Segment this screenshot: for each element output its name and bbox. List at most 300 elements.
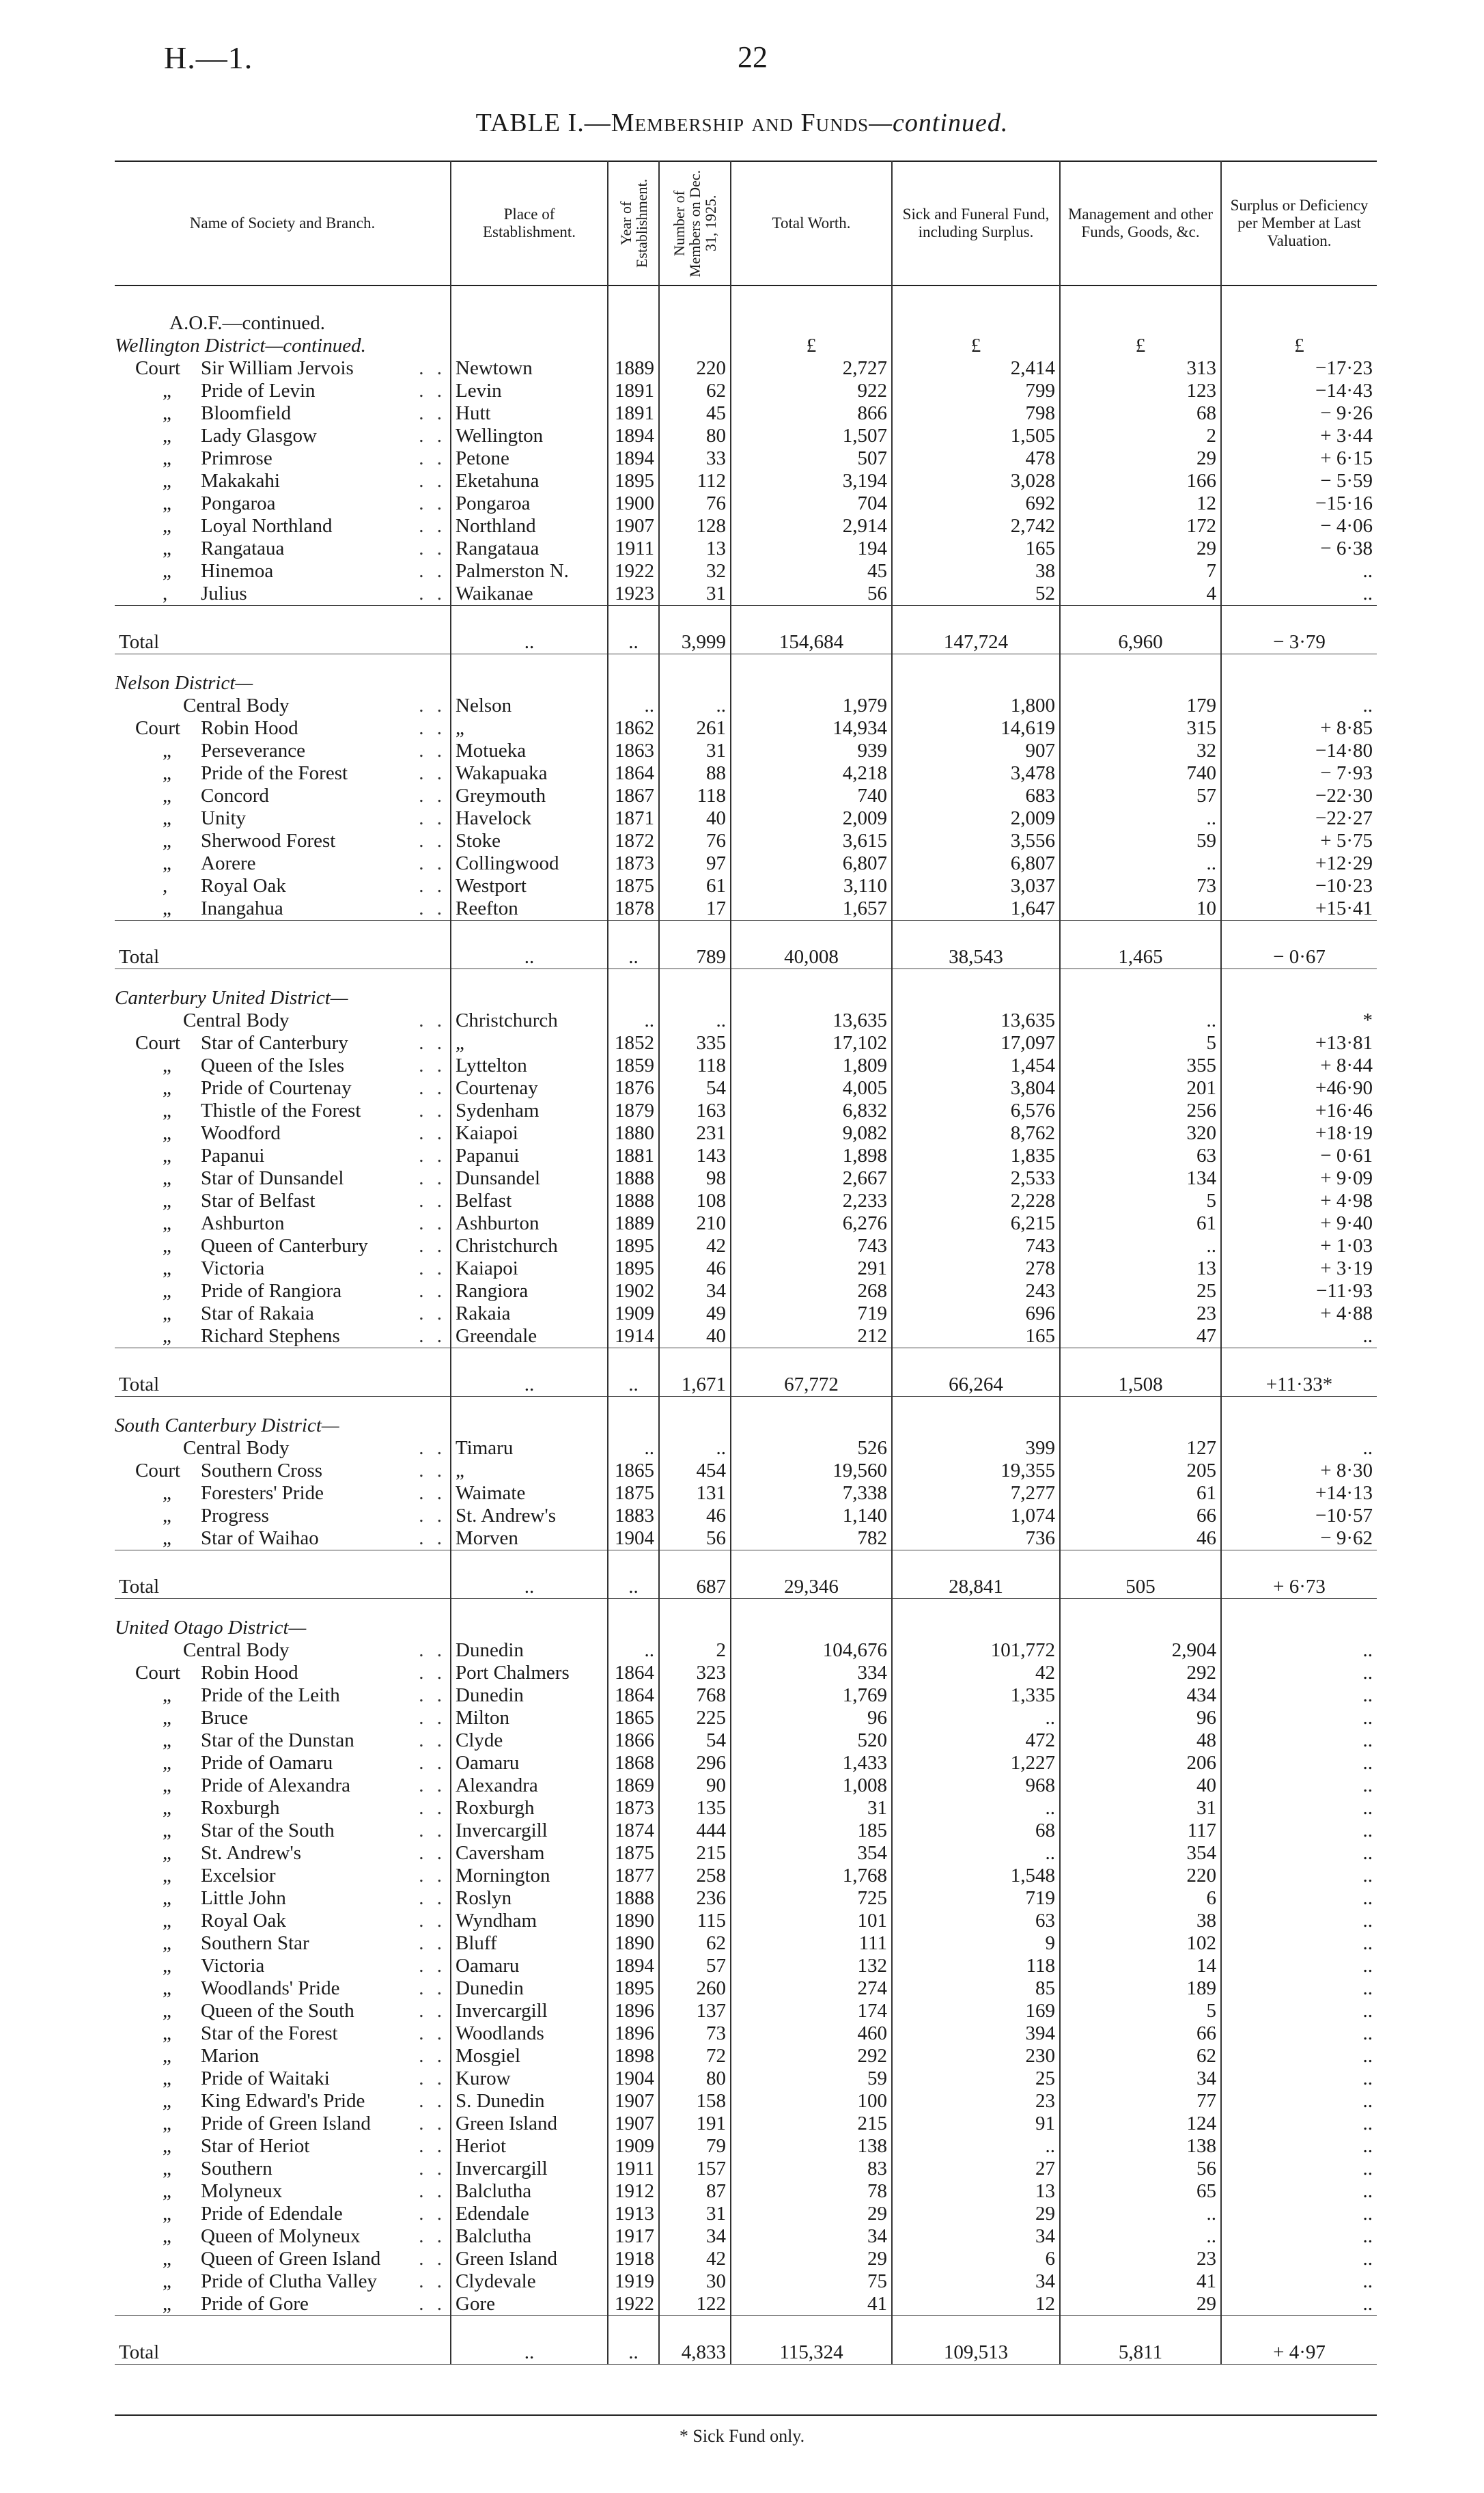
empty-cell [608, 285, 659, 312]
members-cell: 30 [659, 2270, 731, 2293]
year-cell: 1919 [608, 2270, 659, 2293]
branch-prefix: „ [163, 2225, 171, 2247]
place-cell: Courtenay [451, 1077, 608, 1100]
currency-symbol: £ [1060, 335, 1221, 357]
branch-prefix: „ [163, 1055, 171, 1076]
table-row [115, 1055, 1377, 1077]
total-worth-cell: 185 [731, 1820, 892, 1842]
total-worth-cell: 59 [731, 2067, 892, 2090]
place-cell: Balclutha [451, 2180, 608, 2203]
leader-dots: . . [419, 1212, 446, 1234]
members-cell: 57 [659, 1955, 731, 1977]
management-cell: 354 [1060, 1842, 1221, 1865]
leader-dots: . . [419, 2293, 446, 2315]
branch-prefix: „ [163, 1707, 171, 1729]
empty-cell [1221, 672, 1377, 695]
branch-name: Hinemoa [201, 560, 274, 582]
total-worth-cell: 2,233 [731, 1190, 892, 1212]
leader-dots: . . [419, 1145, 446, 1167]
year-cell: .. [608, 1009, 659, 1032]
membership-funds-table [115, 161, 1377, 2365]
empty-cell: .. [608, 2316, 659, 2365]
branch-name: Robin Hood [201, 1662, 298, 1684]
members-cell: 45 [659, 402, 731, 425]
management-cell: 5 [1060, 1190, 1221, 1212]
leader-dots: . . [419, 1009, 446, 1031]
branch-prefix: „ [163, 1190, 171, 1212]
place-cell: Levin [451, 380, 608, 402]
total-worth-cell: 3,194 [731, 470, 892, 492]
total-worth-cell: 212 [731, 1325, 892, 1348]
management-cell: 205 [1060, 1460, 1221, 1482]
members-cell: 31 [659, 2203, 731, 2225]
year-cell: 1909 [608, 2135, 659, 2158]
year-cell: 1898 [608, 2045, 659, 2067]
place-cell: Oamaru [451, 1955, 608, 1977]
branch-name-cell [115, 1482, 451, 1505]
leader-dots: . . [419, 1955, 446, 1977]
place-cell: Timaru [451, 1437, 608, 1460]
year-cell: 1889 [608, 1212, 659, 1235]
empty-cell [115, 1599, 451, 1617]
sick-fund-cell: 1,227 [892, 1752, 1060, 1774]
table-row [115, 1100, 1377, 1122]
empty-cell [608, 1617, 659, 1639]
leader-dots: . . [419, 1257, 446, 1279]
surplus-cell: −22·30 [1221, 785, 1377, 807]
management-cell: 59 [1060, 830, 1221, 852]
total-worth-cell: 922 [731, 380, 892, 402]
leader-dots: . . [419, 1932, 446, 1954]
management-cell: 220 [1060, 1865, 1221, 1887]
table-row [115, 1190, 1377, 1212]
members-cell: 62 [659, 1932, 731, 1955]
branch-name-cell [115, 2203, 451, 2225]
total-label: Total [115, 606, 451, 654]
year-cell: 1894 [608, 447, 659, 470]
branch-prefix: Court [135, 357, 181, 379]
leader-dots: . . [419, 1842, 446, 1864]
branch-name: Southern Star [201, 1932, 309, 1954]
empty-cell [892, 654, 1060, 673]
place-cell: „ [451, 1460, 608, 1482]
leader-dots: . . [419, 740, 446, 762]
branch-name: Central Body [183, 1009, 290, 1031]
management-cell: 5 [1060, 2000, 1221, 2022]
branch-prefix: „ [163, 1527, 171, 1549]
sick-fund-cell: 1,835 [892, 1145, 1060, 1167]
management-cell: 138 [1060, 2135, 1221, 2158]
members-cell: 87 [659, 2180, 731, 2203]
surplus-cell: +46·90 [1221, 1077, 1377, 1100]
total-row [115, 606, 1377, 654]
total-worth-cell: 1,433 [731, 1752, 892, 1774]
management-cell: 315 [1060, 717, 1221, 740]
leader-dots: . . [419, 897, 446, 919]
place-cell: Balclutha [451, 2225, 608, 2248]
members-cell: 54 [659, 1077, 731, 1100]
leader-dots: . . [419, 402, 446, 424]
year-cell: 1875 [608, 875, 659, 897]
year-cell: 1868 [608, 1752, 659, 1774]
surplus-cell: .. [1221, 1639, 1377, 1662]
branch-name-cell [115, 1100, 451, 1122]
branch-name: Pongaroa [201, 492, 276, 514]
management-cell: 47 [1060, 1325, 1221, 1348]
branch-name: Pride of Rangiora [201, 1280, 342, 1302]
management-cell: 48 [1060, 1729, 1221, 1752]
table-row [115, 1505, 1377, 1527]
management-cell: 77 [1060, 2090, 1221, 2113]
empty-cell [659, 335, 731, 357]
empty-cell [451, 1415, 608, 1437]
branch-prefix: „ [163, 1865, 171, 1886]
currency-symbol: £ [731, 335, 892, 357]
total-worth-cell: 2,727 [731, 357, 892, 380]
branch-name: St. Andrew's [201, 1842, 302, 1864]
branch-prefix: „ [163, 2248, 171, 2270]
year-cell: 1896 [608, 2022, 659, 2045]
table-row [115, 1145, 1377, 1167]
members-cell: 46 [659, 1505, 731, 1527]
table-row [115, 583, 1377, 606]
total-worth-cell: 215 [731, 2113, 892, 2135]
branch-prefix: „ [163, 762, 171, 784]
management-cell: 46 [1060, 1527, 1221, 1550]
surplus-cell: .. [1221, 1842, 1377, 1865]
year-cell: 1878 [608, 897, 659, 921]
place-cell: Woodlands [451, 2022, 608, 2045]
branch-prefix: „ [163, 1955, 171, 1977]
surplus-cell: −14·80 [1221, 740, 1377, 762]
year-cell: 1864 [608, 1662, 659, 1684]
empty-cell [1060, 285, 1221, 312]
page-number: 22 [738, 40, 768, 74]
branch-name-cell [115, 717, 451, 740]
table-row [115, 1955, 1377, 1977]
empty-cell [659, 654, 731, 673]
place-cell: Pongaroa [451, 492, 608, 515]
branch-name-cell [115, 2180, 451, 2203]
total-members: 687 [659, 1550, 731, 1599]
branch-prefix: „ [163, 1977, 171, 1999]
branch-prefix: „ [163, 447, 171, 469]
leader-dots: . . [419, 538, 446, 559]
place-cell: Collingwood [451, 852, 608, 875]
table-row [115, 2293, 1377, 2316]
branch-name: Woodlands' Pride [201, 1977, 340, 1999]
place-cell: Greymouth [451, 785, 608, 807]
empty-cell [115, 654, 451, 673]
district-name: South Canterbury District— [115, 1415, 339, 1436]
management-cell: 320 [1060, 1122, 1221, 1145]
place-cell: Wellington [451, 425, 608, 447]
sick-fund-cell: 2,533 [892, 1167, 1060, 1190]
management-cell: 124 [1060, 2113, 1221, 2135]
year-cell: 1911 [608, 2158, 659, 2180]
place-cell: Kaiapoi [451, 1122, 608, 1145]
surplus-cell: + 9·40 [1221, 1212, 1377, 1235]
members-cell: 210 [659, 1212, 731, 1235]
col-header-management: Management and other Funds, Goods, &c. [1060, 161, 1221, 285]
place-cell: Rangiora [451, 1280, 608, 1303]
sick-fund-cell: 85 [892, 1977, 1060, 2000]
leader-dots: . . [419, 807, 446, 829]
surplus-cell: + 8·85 [1221, 717, 1377, 740]
branch-prefix: , [163, 875, 168, 897]
col-header-surplus: Surplus or Deficiency per Member at Last Valuation. [1221, 161, 1377, 285]
year-cell: 1852 [608, 1032, 659, 1055]
branch-name: Royal Oak [201, 1910, 286, 1932]
branch-name: Queen of Molyneux [201, 2225, 361, 2247]
branch-prefix: „ [163, 1774, 171, 1796]
branch-name-cell [115, 583, 451, 606]
members-cell: 13 [659, 538, 731, 560]
branch-name: Star of Waihao [201, 1527, 319, 1549]
management-cell: 434 [1060, 1684, 1221, 1707]
place-cell: Lyttelton [451, 1055, 608, 1077]
empty-cell [731, 312, 892, 335]
table-row [115, 1325, 1377, 1348]
management-cell: 41 [1060, 2270, 1221, 2293]
leader-dots: . . [419, 1820, 446, 1841]
leader-dots: . . [419, 2067, 446, 2089]
year-cell: .. [608, 1639, 659, 1662]
year-cell: 1904 [608, 2067, 659, 2090]
members-cell: 191 [659, 2113, 731, 2135]
management-cell: 23 [1060, 1303, 1221, 1325]
year-cell: 1876 [608, 1077, 659, 1100]
district-name: Nelson District— [115, 672, 253, 694]
total-worth-cell: 725 [731, 1887, 892, 1910]
sick-fund-cell: 19,355 [892, 1460, 1060, 1482]
place-cell: Caversham [451, 1842, 608, 1865]
total-sick-fund: 147,724 [892, 606, 1060, 654]
sick-fund-cell: 12 [892, 2293, 1060, 2316]
branch-name-cell [115, 1032, 451, 1055]
total-management: 5,811 [1060, 2316, 1221, 2365]
members-cell: 454 [659, 1460, 731, 1482]
branch-prefix: „ [163, 1167, 171, 1189]
empty-cell [1060, 969, 1221, 988]
district-heading-row [115, 335, 1377, 357]
place-cell: Clyde [451, 1729, 608, 1752]
surplus-cell: − 9·62 [1221, 1527, 1377, 1550]
table-row [115, 470, 1377, 492]
sick-fund-cell: 8,762 [892, 1122, 1060, 1145]
sick-fund-cell: 17,097 [892, 1032, 1060, 1055]
empty-cell [659, 672, 731, 695]
branch-name-cell [115, 762, 451, 785]
branch-prefix: „ [163, 425, 171, 447]
total-label: Total [115, 1348, 451, 1397]
leader-dots: . . [419, 1167, 446, 1189]
empty-cell [1060, 654, 1221, 673]
total-worth-cell: 83 [731, 2158, 892, 2180]
leader-dots: . . [419, 2022, 446, 2044]
surplus-cell: .. [1221, 1820, 1377, 1842]
leader-dots: . . [419, 2045, 446, 2067]
empty-cell: .. [451, 1550, 608, 1599]
management-cell: 5 [1060, 1032, 1221, 1055]
surplus-cell: − 4·06 [1221, 515, 1377, 538]
total-sick-fund: 66,264 [892, 1348, 1060, 1397]
table-row [115, 740, 1377, 762]
branch-name-cell [115, 1527, 451, 1550]
place-cell: Dunedin [451, 1977, 608, 2000]
empty-cell [892, 1415, 1060, 1437]
table-row [115, 1977, 1377, 2000]
gap-row [115, 969, 1377, 988]
table-row [115, 1122, 1377, 1145]
management-cell: 56 [1060, 2158, 1221, 2180]
sick-fund-cell: 68 [892, 1820, 1060, 1842]
management-cell: 14 [1060, 1955, 1221, 1977]
leader-dots: . . [419, 875, 446, 897]
empty-cell [451, 1397, 608, 1415]
leader-dots: . . [419, 470, 446, 492]
branch-name: Julius [201, 583, 247, 604]
leader-dots: . . [419, 2248, 446, 2270]
total-label: Total [115, 2316, 451, 2365]
members-cell: 79 [659, 2135, 731, 2158]
table-row [115, 830, 1377, 852]
leader-dots: . . [419, 380, 446, 402]
branch-name-cell [115, 492, 451, 515]
branch-name-cell [115, 1190, 451, 1212]
branch-name: Queen of Canterbury [201, 1235, 368, 1257]
place-cell: Papanui [451, 1145, 608, 1167]
place-cell: Stoke [451, 830, 608, 852]
surplus-cell: .. [1221, 2113, 1377, 2135]
members-cell: .. [659, 695, 731, 717]
total-worth-cell: 2,667 [731, 1167, 892, 1190]
empty-cell [731, 1397, 892, 1415]
branch-name: Star of Heriot [201, 2135, 310, 2157]
management-cell: 313 [1060, 357, 1221, 380]
total-worth-cell: 2,914 [731, 515, 892, 538]
sick-fund-cell: 34 [892, 2270, 1060, 2293]
total-worth-cell: 1,809 [731, 1055, 892, 1077]
members-cell: 225 [659, 1707, 731, 1729]
branch-prefix: „ [163, 538, 171, 559]
sick-fund-cell: .. [892, 2135, 1060, 2158]
sick-fund-cell: 25 [892, 2067, 1060, 2090]
branch-name-cell [115, 2135, 451, 2158]
sick-fund-cell: 38 [892, 560, 1060, 583]
table-row [115, 2000, 1377, 2022]
table-row [115, 2135, 1377, 2158]
table-row [115, 695, 1377, 717]
empty-cell [659, 1617, 731, 1639]
members-cell: 157 [659, 2158, 731, 2180]
leader-dots: . . [419, 1055, 446, 1076]
members-cell: 34 [659, 2225, 731, 2248]
table-row [115, 897, 1377, 921]
total-worth-cell: 866 [731, 402, 892, 425]
branch-name-cell [115, 1639, 451, 1662]
sick-fund-cell: 696 [892, 1303, 1060, 1325]
place-cell: Havelock [451, 807, 608, 830]
leader-dots: . . [419, 2135, 446, 2157]
year-cell: 1873 [608, 852, 659, 875]
surplus-cell: + 3·19 [1221, 1257, 1377, 1280]
year-cell: 1862 [608, 717, 659, 740]
management-cell: 179 [1060, 695, 1221, 717]
year-cell: 1902 [608, 1280, 659, 1303]
year-cell: 1889 [608, 357, 659, 380]
empty-cell [451, 285, 608, 312]
leader-dots: . . [419, 1977, 446, 1999]
surplus-cell: − 0·61 [1221, 1145, 1377, 1167]
members-cell: 46 [659, 1257, 731, 1280]
branch-prefix: „ [163, 785, 171, 807]
surplus-cell: .. [1221, 2225, 1377, 2248]
year-cell: 1904 [608, 1527, 659, 1550]
members-cell: 40 [659, 1325, 731, 1348]
sick-fund-cell: .. [892, 1842, 1060, 1865]
leader-dots: . . [419, 1797, 446, 1819]
place-cell: Invercargill [451, 1820, 608, 1842]
total-worth-cell: 174 [731, 2000, 892, 2022]
table-row [115, 1865, 1377, 1887]
leader-dots: . . [419, 762, 446, 784]
sick-fund-cell: 1,800 [892, 695, 1060, 717]
management-cell: 31 [1060, 1797, 1221, 1820]
table-row [115, 807, 1377, 830]
branch-name-cell [115, 830, 451, 852]
district-name: United Otago District— [115, 1617, 307, 1639]
table-row [115, 560, 1377, 583]
members-cell: 80 [659, 425, 731, 447]
members-cell: 231 [659, 1122, 731, 1145]
branch-prefix: „ [163, 2113, 171, 2134]
total-worth-cell: 939 [731, 740, 892, 762]
management-cell: 40 [1060, 1774, 1221, 1797]
branch-name-cell [115, 1752, 451, 1774]
table-row [115, 875, 1377, 897]
branch-name-cell [115, 1684, 451, 1707]
sick-fund-cell: 3,478 [892, 762, 1060, 785]
year-cell: 1911 [608, 538, 659, 560]
members-cell: 2 [659, 1639, 731, 1662]
surplus-cell: .. [1221, 1684, 1377, 1707]
leader-dots: . . [419, 1482, 446, 1504]
year-cell: 1922 [608, 2293, 659, 2316]
branch-name: Bruce [201, 1707, 249, 1729]
empty-cell [731, 1415, 892, 1437]
total-worth-cell: 29 [731, 2248, 892, 2270]
branch-name-cell [115, 1145, 451, 1167]
surplus-cell: .. [1221, 1729, 1377, 1752]
total-worth-cell: 14,934 [731, 717, 892, 740]
total-management: 6,960 [1060, 606, 1221, 654]
year-cell: 1865 [608, 1460, 659, 1482]
total-surplus: − 0·67 [1221, 921, 1377, 969]
surplus-cell: − 5·59 [1221, 470, 1377, 492]
branch-name: Perseverance [201, 740, 305, 762]
branch-name: Concord [201, 785, 269, 807]
district-heading-row [115, 1617, 1377, 1639]
leader-dots: . . [419, 1077, 446, 1099]
currency-symbol: £ [892, 335, 1060, 357]
place-cell: Rangataua [451, 538, 608, 560]
place-cell: Invercargill [451, 2000, 608, 2022]
total-worth: 115,324 [731, 2316, 892, 2365]
branch-prefix: „ [163, 2000, 171, 2022]
sick-fund-cell: 399 [892, 1437, 1060, 1460]
surplus-cell: −10·57 [1221, 1505, 1377, 1527]
